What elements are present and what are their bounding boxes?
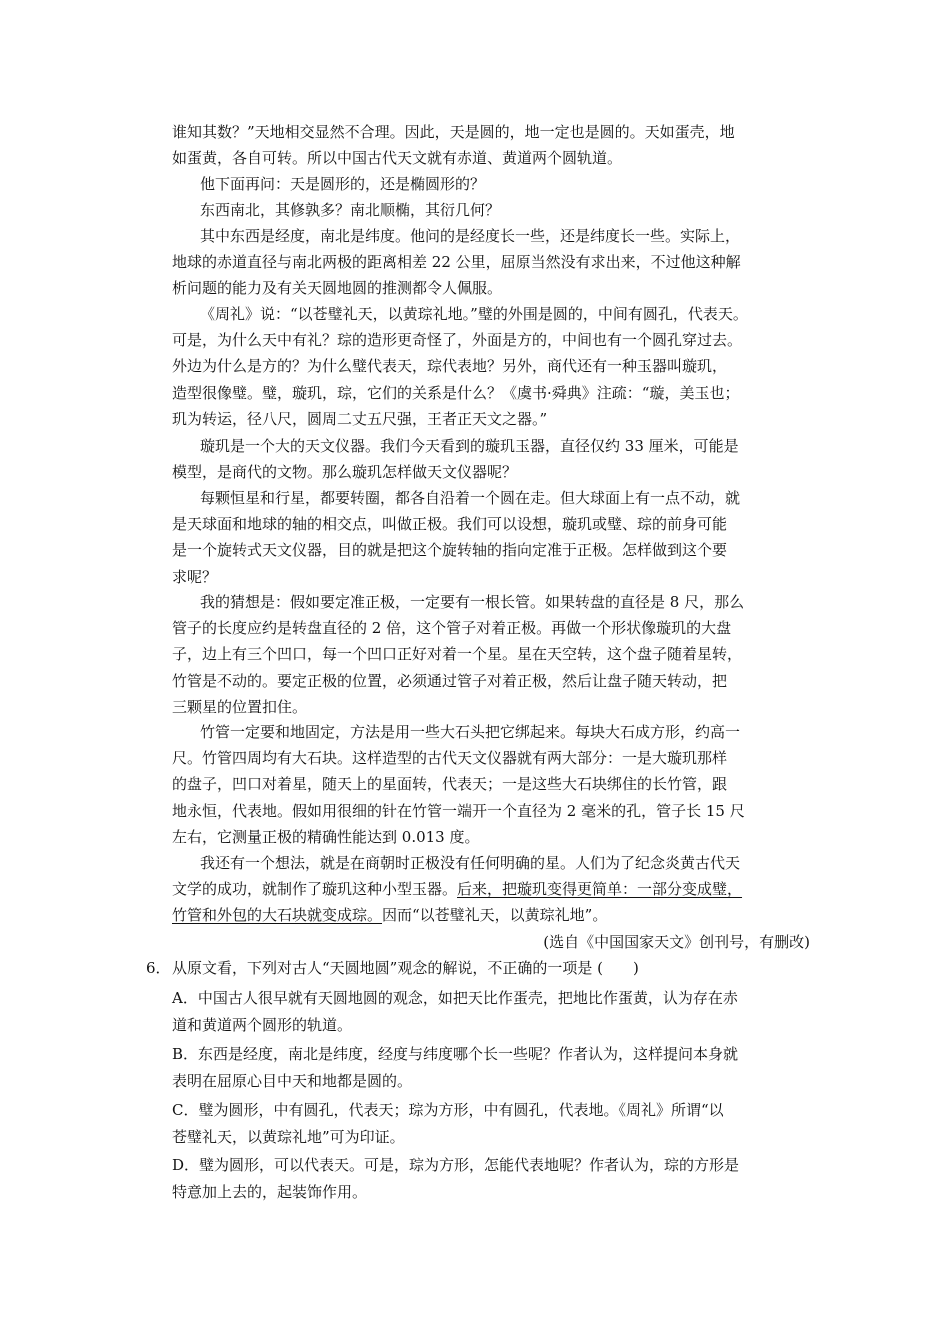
text-line: 模型，是商代的文物。那么璇玑怎样做天文仪器呢？ xyxy=(172,463,518,482)
text-line: 地永恒，代表地。假如用很细的针在竹管一端开一个直径为 2 毫米的孔，管子长 15 尺 xyxy=(172,801,745,820)
text-line: 表明在屈原心目中天和地都是圆的。 xyxy=(172,1071,413,1090)
text-line: 地球的赤道直径与南北两极的距离相差 22 公里，屈原当然没有求出来，不过他这种解 xyxy=(172,253,741,272)
paragraph-5 xyxy=(172,301,812,432)
underlined-text: 竹管和外包的大石块就变成琮。 xyxy=(172,906,383,925)
text-line: 我的猜想是：假如要定准正极，一定要有一根长管。如果转盘的直径是 8 尺，那么 xyxy=(200,593,745,611)
text-line: B．东西是经度，南北是纬度，经度与纬度哪个长一些呢？作者认为，这样提问本身就 xyxy=(172,1045,739,1063)
text-line: C．璧为圆形，中有圆孔，代表天；琮为方形，中有圆孔，代表地。《周礼》所谓“以 xyxy=(172,1101,724,1119)
text-line: 每颗恒星和行星，都要转圈，都各自沿着一个圆在走。但大球面上有一点不动，就 xyxy=(200,489,741,507)
text-line: 子，边上有三个凹口，每一个凹口正好对着一个星。星在天空转，这个盘子随着星转， xyxy=(172,645,743,664)
text-line: 我还有一个想法，就是在商朝时正极没有任何明确的星。人们为了纪念炎黄古代天 xyxy=(200,854,741,872)
text-line: 苍璧礼天，以黄琮礼地”可为印证。 xyxy=(172,1127,405,1146)
text-line: 特意加上去的，起装饰作用。 xyxy=(172,1182,368,1201)
text-line: 玑为转运，径八尺，圆周二丈五尺强，王者正天文之器。” xyxy=(172,409,548,428)
text-line: 造型很像璧。璧，璇玑，琮，它们的关系是什么？《虞书·舜典》注疏：“璇，美玉也； xyxy=(172,383,740,402)
paragraph-2 xyxy=(172,171,812,197)
text-line: 他下面再问：天是圆形的，还是椭圆形的？ xyxy=(200,175,486,193)
text-line: 竹管一定要和地固定，方法是用一些大石头把它绑起来。每块大石成方形，约高一 xyxy=(200,723,741,741)
text-line: 谁知其数？”天地相交显然不合理。因此，天是圆的，地一定也是圆的。天如蛋壳，地 xyxy=(172,123,735,141)
text-line: 管子的长度应约是转盘直径的 2 倍，这个管子对着正极。再做一个形状像璇玑的大盘 xyxy=(172,619,732,638)
option-a xyxy=(172,985,812,1038)
plain-text: 文学的成功，就制作了璇玑这种小型玉器。 xyxy=(172,880,458,899)
paragraph-4 xyxy=(172,223,812,302)
text-line: 尺。竹管四周均有大石块。这样造型的古代天文仪器就有两大部分：一是大璇玑那样 xyxy=(172,749,728,768)
paragraph-6 xyxy=(172,433,812,485)
question-number: 6． xyxy=(146,959,171,977)
paragraph-10 xyxy=(172,850,812,929)
text-line: A．中国古人很早就有天圆地圆的观念，如把天比作蛋壳，把地比作蛋黄，认为存在赤 xyxy=(172,989,738,1007)
text-line: 其中东西是经度，南北是纬度。他问的是经度长一些，还是纬度长一些。实际上， xyxy=(200,227,741,245)
text-line: 三颗星的位置扣住。 xyxy=(172,697,308,716)
option-d xyxy=(172,1152,812,1205)
text-line: 东西南北，其修孰多？南北顺椭，其衍几何？ xyxy=(200,201,501,219)
text-line: 是天球面和地球的轴的相交点，叫做正极。我们可以设想，璇玑或璧、琮的前身可能 xyxy=(172,515,728,534)
text-line: 竹管是不动的。要定正极的位置，必须通过管子对着正极，然后让盘子随天转动，把 xyxy=(172,671,728,690)
paragraph-1 xyxy=(172,119,812,171)
option-c xyxy=(172,1097,812,1150)
source-citation: (选自《中国国家天文》创刊号，有删改) xyxy=(543,933,810,951)
plain-text: 因而“以苍璧礼天，以黄琮礼地”。 xyxy=(382,906,608,925)
paragraph-9 xyxy=(172,719,812,850)
text-line xyxy=(172,876,812,902)
underlined-text: 后来，把璇玑变得更简单：一部分变成璧， xyxy=(457,880,743,899)
text-line: 外边为什么是方的？为什么璧代表天，琮代表地？另外，商代还有一种玉器叫璇玑， xyxy=(172,357,728,376)
text-line: 璇玑是一个大的天文仪器。我们今天看到的璇玑玉器，直径仅约 33 厘米，可能是 xyxy=(200,437,739,455)
text-line: 《周礼》说：“以苍璧礼天，以黄琮礼地。”璧的外围是圆的，中间有圆孔，代表天。 xyxy=(200,305,748,323)
option-b xyxy=(172,1041,812,1094)
text-line xyxy=(172,902,812,928)
text-line: 析问题的能力及有关天圆地圆的推测都令人佩服。 xyxy=(172,279,503,298)
paragraph-3 xyxy=(172,197,812,223)
text-line: 道和黄道两个圆形的轨道。 xyxy=(172,1015,353,1034)
text-line: 可是，为什么天中有礼？琮的造形更奇怪了，外面是方的，中间也有一个圆孔穿过去。 xyxy=(172,331,743,350)
text-line: D．璧为圆形，可以代表天。可是，琮为方形，怎能代表地呢？作者认为，琮的方形是 xyxy=(172,1156,740,1174)
text-line: 求呢？ xyxy=(172,567,218,586)
paragraph-7 xyxy=(172,485,812,590)
question-stem: 从原文看，下列对古人“天圆地圆”观念的解说，不正确的一项是 ( ) xyxy=(172,959,639,977)
text-line: 是一个旋转式天文仪器，目的就是把这个旋转轴的指向定准于正极。怎样做到这个要 xyxy=(172,541,728,560)
text-line: 左右，它测量正极的精确性能达到 0.013 度。 xyxy=(172,827,480,846)
text-line: 如蛋黄，各自可转。所以中国古代天文就有赤道、黄道两个圆轨道。 xyxy=(172,149,623,168)
text-line: 的盘子，凹口对着星，随天上的星面转，代表天；一是这些大石块绑住的长竹管，跟 xyxy=(172,775,728,794)
paragraph-8 xyxy=(172,589,812,720)
